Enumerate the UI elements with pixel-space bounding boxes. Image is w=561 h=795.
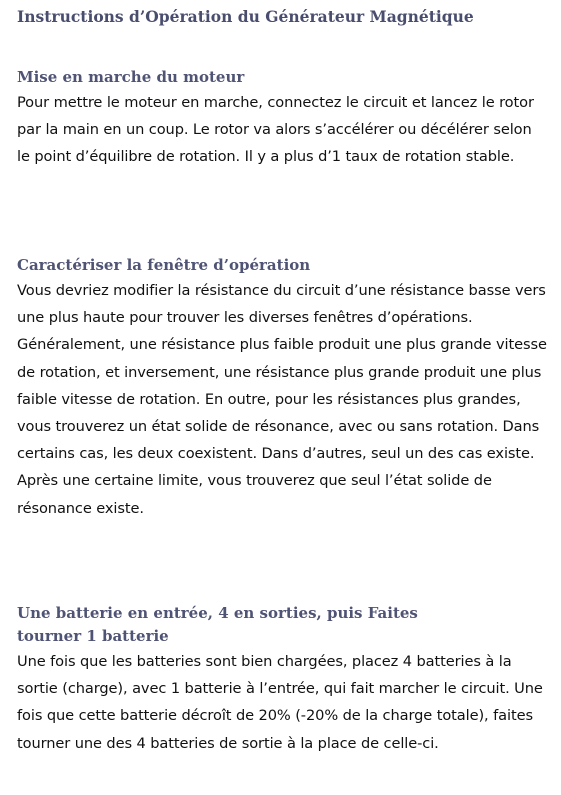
section-body: Vous devriez modifier la résistance du circuit d’une résistance basse vers une plus haute pour trouver les diverses fenêtres d’opérations. Généralement, une résistance plus faible produit une plus grande vitesse de rotation, et inversement, une résistance plus grande produit une plus faible vitesse de rotation. En outre, pour les résistances plus grandes, vous trouverez un état solide de résonance, avec ou sans rotation. Dans certains cas, les deux coexistent. Dans d’autres, seul un des cas existe. Après une certaine limite, vous trouverez que seul l’état solide de résonance existe.: [17, 282, 547, 517]
section-heading: Mise en marche du moteur: [17, 68, 245, 86]
document-title: Instructions d’Opération du Générateur Magnétique: [17, 7, 474, 26]
section-heading: Une batterie en entrée, 4 en sorties, puis Faites tourner 1 batterie: [17, 604, 418, 645]
section-heading: Caractériser la fenêtre d’opération: [17, 256, 311, 274]
section-body: Une fois que les batteries sont bien chargées, placez 4 batteries à la sortie (charge), avec 1 batterie à l’entrée, qui fait marcher le circuit. Une fois que cette batterie décroît de 20% (-20% de la charge totale), faites tourner une des 4 batteries de sortie à la place de celle-ci.: [17, 653, 543, 752]
section-operating-window: [17, 254, 547, 522]
section-body: Pour mettre le moteur en marche, connectez le circuit et lancez le rotor par la main en un coup. Le rotor va alors s’accélérer ou décélérer selon le point d’équilibre de rotation. Il y a plus d’1 taux de rotation stable.: [17, 94, 534, 166]
section-battery-rotation: [17, 602, 547, 757]
section-motor-startup: [17, 66, 547, 171]
